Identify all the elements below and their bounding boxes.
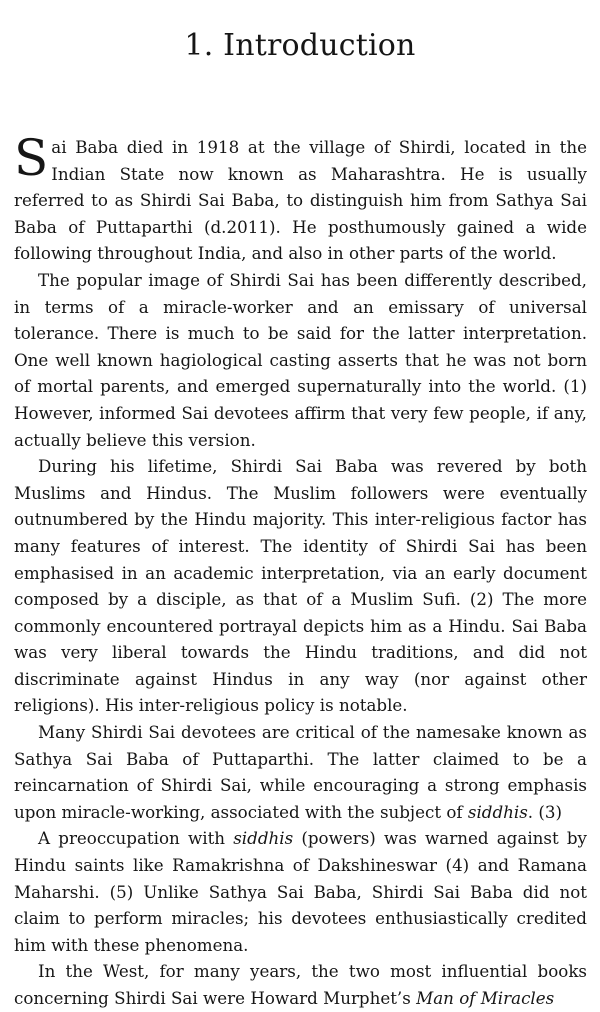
- paragraph-4: [14, 719, 587, 825]
- paragraph-4-text-a: Many Shirdi Sai devotees are critical of the namesake known as Sathya Sai Baba of Puttaparthi. The latter claimed to be a reincarnation of Shirdi Sai, while encouraging a strong emphasis upon miracle-working, associated with the subject of: [14, 722, 587, 822]
- paragraph-4-text-b: . (3): [527, 801, 563, 822]
- paragraph-1: [14, 129, 587, 267]
- paragraph-5-text-b: (powers) was warned against by Hindu saints like Ramakrishna of Dakshineswar (4) and Ramana Maharshi. (5) Unlike Sathya Sai Baba, Shirdi Sai Baba did not claim to perform miracles; his devotees enthusiastically credited him with these phenomena.: [14, 828, 587, 955]
- paragraph-3: During his lifetime, Shirdi Sai Baba was revered by both Muslims and Hindus. The Muslim followers were eventually outnumbered by the Hindu majority. This inter-religious factor has many features of interest. The identity of Shirdi Sai has been emphasised in an academic interpretation, via an early document composed by a disciple, as that of a Muslim Sufi. (2) The more commonly encountered portrayal depicts him as a Hindu. Sai Baba was very liberal towards the Hindu traditions, and did not discriminate against Hindus in any way (nor against other religions). His inter-religious policy is notable.: [14, 456, 587, 716]
- paragraph-6-text-a: In the West, for many years, the two most influential books concerning Shirdi Sai were Howard Murphet’s: [14, 961, 587, 1008]
- paragraph-5: [14, 825, 587, 958]
- paragraph-5-emphasis: siddhis: [233, 828, 294, 849]
- paragraph-6: [14, 958, 587, 1011]
- paragraph-1-text: ai Baba died in 1918 at the village of Shirdi, located in the Indian State now known as Maharashtra. He is usually referred to as Shirdi Sai Baba, to distinguish him from Sathya Sai Baba of Puttaparthi (d.2011). He posthumously gained a wide following throughout India, and also in other parts of the world.: [14, 137, 587, 264]
- chapter-body: [14, 129, 587, 1012]
- chapter-title: 1. Introduction: [184, 28, 416, 63]
- paragraph-4-emphasis: siddhis: [467, 801, 528, 822]
- paragraph-5-text-a: A preoccupation with: [38, 828, 234, 849]
- paragraph-2: The popular image of Shirdi Sai has been differently described, in terms of a miracle-worker and an emissary of universal tolerance. There is much to be said for the latter interpretation. One well known hagiological casting asserts that he was not born of mortal parents, and emerged supernaturally into the world. (1) However, informed Sai devotees affirm that very few people, if any, actually believe this version.: [14, 269, 587, 450]
- book-title-emphasis: Man of Miracles: [416, 988, 555, 1008]
- drop-cap-letter: S: [14, 129, 49, 187]
